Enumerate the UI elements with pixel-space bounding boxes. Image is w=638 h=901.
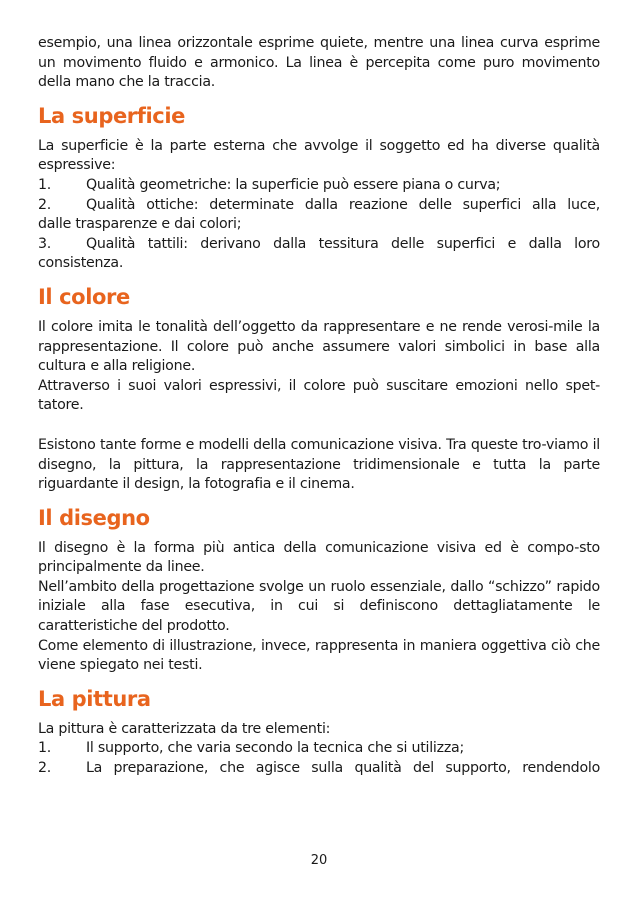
list-item	[38, 235, 600, 255]
colore-paragraph-2: Attraverso i suoi valori espressivi, il colore può suscitare emozioni nello spet-tatore.	[38, 377, 600, 414]
section-title-colore: Il colore	[38, 284, 130, 309]
section-title-disegno: Il disegno	[38, 505, 150, 530]
list-text: Qualità tattili: derivano dalla tessitura delle superfici e dalla loro	[86, 235, 600, 252]
list-item	[38, 739, 600, 759]
section-title-superficie: La superficie	[38, 103, 185, 128]
list-continuation: consistenza.	[38, 255, 124, 272]
colore-paragraph-3: Esistono tante forme e modelli della comunicazione visiva. Tra queste tro-viamo il disegno, la pittura, la rappresentazione tridimensionale e tutta la parte riguardante il design, la fotografia e il cinema.	[38, 436, 600, 493]
disegno-paragraph-2: Nell’ambito della progettazione svolge un ruolo essenziale, dallo “schizzo” rapido iniziale alla fase esecutiva, in cui si definiscono dettagliatamente le caratteristiche del prodotto.	[38, 578, 600, 635]
list-item	[38, 759, 600, 779]
list-text: Il supporto, che varia secondo la tecnica che si utilizza;	[86, 740, 464, 757]
page-content	[38, 34, 600, 779]
section-title-pittura: La pittura	[38, 686, 151, 711]
superficie-paragraph: La superficie è la parte esterna che avvolge il soggetto ed ha diverse qualità espressive:	[38, 137, 600, 174]
page-number: 20	[310, 853, 328, 868]
list-number: 2.	[38, 760, 52, 777]
colore-paragraph-1: Il colore imita le tonalità dell’oggetto da rappresentare e ne rende verosi-mile la rappresentazione. Il colore può anche assumere valori simbolici in base alla cultura e alla religione.	[38, 318, 600, 375]
list-item	[38, 196, 600, 216]
intro-paragraph: esempio, una linea orizzontale esprime quiete, mentre una linea curva esprime un movimento fluido e armonico. La linea è percepita come puro movimento della mano che la traccia.	[38, 35, 600, 91]
disegno-paragraph-1: Il disegno è la forma più antica della comunicazione visiva ed è compo-sto principalmente da linee.	[38, 539, 600, 576]
list-number: 1.	[38, 176, 52, 193]
list-number: 1.	[38, 740, 52, 757]
list-continuation: dalle trasparenze e dai colori;	[38, 216, 242, 233]
list-text: La preparazione, che agisce sulla qualità del supporto, rendendolo	[86, 760, 600, 777]
disegno-paragraph-3: Come elemento di illustrazione, invece, rappresenta in maniera oggettiva ciò che viene spiegato nei testi.	[38, 637, 600, 674]
list-text: Qualità geometriche: la superficie può essere piana o curva;	[86, 176, 501, 193]
list-number: 3.	[38, 235, 52, 252]
list-number: 2.	[38, 196, 52, 213]
list-item	[38, 176, 600, 196]
list-text: Qualità ottiche: determinate dalla reazione delle superfici alla luce,	[86, 196, 600, 213]
pittura-paragraph: La pittura è caratterizzata da tre elementi:	[38, 720, 331, 737]
